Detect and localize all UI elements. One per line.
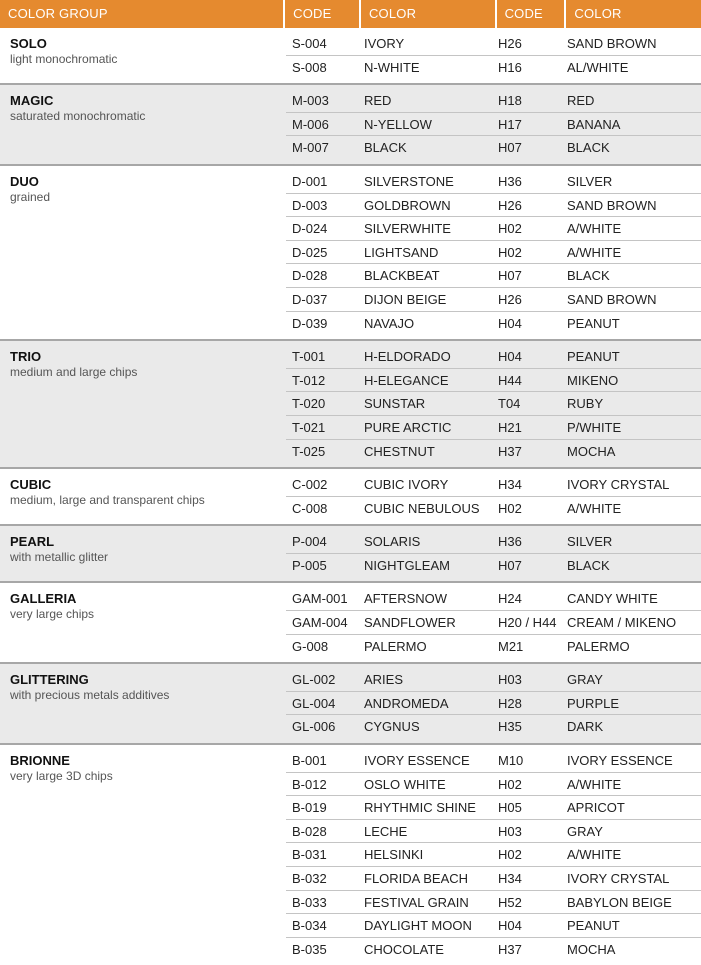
group-description: with metallic glitter	[10, 550, 109, 565]
code-cell: B-012	[292, 776, 327, 792]
color-cell: SILVERSTONE	[364, 173, 454, 189]
color-cell: PALERMO	[364, 638, 427, 654]
code-cell: GL-004	[292, 695, 336, 711]
code-cell-2: H07	[498, 557, 522, 573]
code-cell: P-005	[292, 557, 327, 573]
group-label	[0, 664, 286, 743]
group-title: TRIO	[10, 349, 42, 365]
table-row	[286, 867, 701, 891]
group-title: GALLERIA	[10, 591, 77, 607]
code-cell-2: H34	[498, 871, 522, 886]
color-cell: PURE ARCTIC	[364, 419, 452, 435]
header-code-2: CODE	[497, 0, 565, 28]
code-cell-2: H02	[498, 847, 522, 863]
color-cell: DIJON BEIGE	[364, 291, 447, 307]
header-color-2: COLOR	[566, 0, 701, 28]
color-group-pearl	[0, 526, 701, 583]
code-cell: T-021	[292, 419, 326, 435]
group-rows	[286, 166, 701, 339]
code-cell: S-004	[292, 36, 327, 51]
group-title: SOLO	[10, 36, 47, 51]
color-group-magic	[0, 85, 701, 166]
group-rows	[286, 745, 701, 965]
group-description: medium and large chips	[10, 365, 138, 380]
code-cell-2: H28	[498, 695, 522, 711]
color-cell: N-YELLOW	[364, 116, 432, 132]
color-group-glittering	[0, 664, 701, 745]
code-cell-2: M10	[498, 753, 524, 769]
table-row	[286, 715, 701, 739]
color-cell: ARIES	[364, 672, 404, 688]
code-cell-2: H36	[498, 534, 522, 550]
color-cell: IVORY ESSENCE	[364, 753, 470, 769]
table-row	[286, 241, 701, 265]
table-row	[286, 136, 701, 160]
code-cell: D-037	[292, 291, 328, 307]
group-rows	[286, 664, 701, 743]
color-cell-2: RUBY	[567, 396, 604, 412]
table-row	[286, 440, 701, 464]
color-cell: AFTERSNOW	[364, 591, 448, 607]
group-title: MAGIC	[10, 93, 54, 109]
header-color-group: COLOR GROUP	[0, 0, 283, 28]
color-cell: RHYTHMIC SHINE	[364, 800, 476, 816]
code-cell-2: H21	[498, 419, 522, 435]
color-cell: N-WHITE	[364, 59, 420, 75]
color-cell-2: A/WHITE	[567, 776, 622, 792]
group-title: BRIONNE	[10, 753, 70, 769]
table-row	[286, 312, 701, 336]
header-code: CODE	[285, 0, 359, 28]
table-row	[286, 587, 701, 611]
color-group-trio	[0, 341, 701, 469]
color-group-galleria	[0, 583, 701, 664]
color-cell: SANDFLOWER	[364, 615, 456, 631]
group-label	[0, 28, 286, 83]
color-cell: SOLARIS	[364, 534, 421, 550]
table-row	[286, 345, 701, 369]
code-cell-2: H24	[498, 591, 522, 607]
code-cell: B-019	[292, 800, 327, 816]
code-cell: GL-006	[292, 719, 336, 735]
color-cell-2: IVORY CRYSTAL	[567, 477, 670, 493]
code-cell: B-032	[292, 871, 327, 886]
color-cell-2: SAND BROWN	[567, 291, 657, 307]
code-cell-2: H05	[498, 800, 522, 816]
code-cell: C-002	[292, 477, 328, 493]
table-row	[286, 796, 701, 820]
group-description: light monochromatic	[10, 52, 118, 66]
table-row	[286, 56, 701, 80]
code-cell: B-035	[292, 941, 327, 957]
table-row	[286, 773, 701, 797]
color-cell-2: MOCHA	[567, 443, 616, 459]
code-cell: T-020	[292, 396, 326, 412]
code-cell: GAM-004	[292, 615, 348, 631]
code-cell-2: H35	[498, 719, 522, 735]
table-header	[0, 0, 701, 28]
color-cell: CHOCOLATE	[364, 941, 444, 957]
color-cell-2: BABYLON BEIGE	[567, 894, 672, 910]
group-label	[0, 583, 286, 662]
group-label	[0, 85, 286, 164]
color-cell-2: RED	[567, 93, 595, 109]
code-cell-2: H37	[498, 941, 522, 957]
table-row	[286, 530, 701, 554]
code-cell-2: H02	[498, 500, 522, 516]
color-cell-2: P/WHITE	[567, 419, 622, 435]
color-cell-2: A/WHITE	[567, 847, 622, 863]
code-cell: P-004	[292, 534, 327, 550]
color-cell-2: PEANUT	[567, 349, 620, 365]
color-group-solo	[0, 28, 701, 85]
table-row	[286, 264, 701, 288]
group-title: GLITTERING	[10, 672, 89, 688]
color-cell: CUBIC NEBULOUS	[364, 500, 480, 516]
table-row	[286, 820, 701, 844]
table-row	[286, 914, 701, 938]
color-cell-2: IVORY ESSENCE	[567, 753, 673, 769]
color-cell-2: BLACK	[567, 268, 610, 284]
code-cell: G-008	[292, 638, 329, 654]
color-cell: BLACKBEAT	[364, 268, 440, 284]
color-cell-2: DARK	[567, 719, 604, 735]
group-rows	[286, 85, 701, 164]
color-cell: CHESTNUT	[364, 443, 435, 459]
code-cell: GAM-001	[292, 591, 348, 607]
color-cell-2: SAND BROWN	[567, 197, 657, 213]
group-title: DUO	[10, 173, 39, 189]
table-row	[286, 668, 701, 692]
color-cell-2: CANDY WHITE	[567, 591, 658, 607]
group-description: medium, large and transparent chips	[10, 493, 205, 508]
code-cell: M-006	[292, 116, 329, 132]
group-label	[0, 469, 286, 524]
group-rows	[286, 341, 701, 467]
color-cell-2: SILVER	[567, 173, 613, 189]
color-cell-2: A/WHITE	[567, 500, 622, 516]
color-cell-2: PEANUT	[567, 918, 620, 934]
code-cell: S-008	[292, 59, 327, 75]
color-cell-2: SAND BROWN	[567, 36, 657, 51]
code-cell: D-024	[292, 221, 328, 237]
code-cell-2: H26	[498, 291, 522, 307]
table-row	[286, 554, 701, 578]
code-cell-2: H52	[498, 894, 522, 910]
table-row	[286, 416, 701, 440]
color-cell: SUNSTAR	[364, 396, 426, 412]
table-row	[286, 611, 701, 635]
code-cell: D-003	[292, 197, 328, 213]
code-cell-2: H26	[498, 36, 522, 51]
code-cell-2: H07	[498, 268, 522, 284]
group-description: very large chips	[10, 607, 95, 622]
table-row	[286, 891, 701, 915]
code-cell-2: H02	[498, 776, 522, 792]
code-cell-2: H20 / H44	[498, 615, 557, 631]
color-cell: FLORIDA BEACH	[364, 871, 469, 886]
table-row	[286, 89, 701, 113]
color-cell: DAYLIGHT MOON	[364, 918, 472, 934]
table-row	[286, 194, 701, 218]
color-cell-2: APRICOT	[567, 800, 625, 816]
code-cell-2: H36	[498, 173, 522, 189]
color-cell-2: GRAY	[567, 672, 603, 688]
table-row	[286, 113, 701, 137]
color-cell: HELSINKI	[364, 847, 424, 863]
code-cell-2: H02	[498, 221, 522, 237]
color-cell-2: GRAY	[567, 823, 603, 839]
color-cell: CYGNUS	[364, 719, 420, 735]
code-cell: D-025	[292, 244, 328, 260]
code-cell-2: T04	[498, 396, 521, 412]
group-label	[0, 526, 286, 581]
group-label	[0, 745, 286, 965]
code-cell: B-028	[292, 823, 327, 839]
color-cell: IVORY	[364, 36, 405, 51]
group-label	[0, 166, 286, 339]
code-cell: B-033	[292, 894, 327, 910]
code-cell-2: H04	[498, 349, 522, 365]
table-row	[286, 170, 701, 194]
color-cell: OSLO WHITE	[364, 776, 446, 792]
code-cell: T-001	[292, 349, 326, 365]
group-description: grained	[10, 189, 51, 204]
color-cell: NIGHTGLEAM	[364, 557, 450, 573]
code-cell: M-007	[292, 140, 329, 156]
code-cell: B-031	[292, 847, 327, 863]
color-cell-2: A/WHITE	[567, 244, 622, 260]
code-cell-2: M21	[498, 638, 524, 654]
color-cell-2: IVORY CRYSTAL	[567, 871, 670, 886]
color-cell: SILVERWHITE	[364, 221, 451, 237]
group-label	[0, 341, 286, 467]
color-cell: FESTIVAL GRAIN	[364, 894, 469, 910]
color-cell: LECHE	[364, 823, 408, 839]
color-cell: LIGHTSAND	[364, 244, 439, 260]
group-description: saturated monochromatic	[10, 109, 146, 124]
color-cell-2: BLACK	[567, 557, 610, 573]
header-color: COLOR	[361, 0, 495, 28]
code-cell-2: H03	[498, 672, 522, 688]
code-cell-2: H17	[498, 116, 522, 132]
color-cell: NAVAJO	[364, 315, 415, 331]
color-cell-2: MOCHA	[567, 941, 616, 957]
code-cell-2: H44	[498, 372, 522, 388]
color-cell-2: BANANA	[567, 116, 621, 132]
code-cell-2: H26	[498, 197, 522, 213]
color-cell-2: PURPLE	[567, 695, 620, 711]
group-title: CUBIC	[10, 477, 52, 493]
group-rows	[286, 28, 701, 83]
table-row	[286, 843, 701, 867]
group-title: PEARL	[10, 534, 55, 550]
code-cell-2: H07	[498, 140, 522, 156]
table-row	[286, 392, 701, 416]
table-row	[286, 497, 701, 521]
table-row	[286, 749, 701, 773]
code-cell: T-012	[292, 372, 326, 388]
table-row	[286, 473, 701, 497]
group-rows	[286, 469, 701, 524]
color-cell-2: BLACK	[567, 140, 610, 156]
code-cell: B-001	[292, 753, 327, 769]
table-row	[286, 635, 701, 659]
color-cell-2: PEANUT	[567, 315, 620, 331]
color-cell-2: CREAM / MIKENO	[567, 615, 677, 631]
code-cell-2: H18	[498, 93, 522, 109]
color-cell: H-ELEGANCE	[364, 372, 449, 388]
group-description: very large 3D chips	[10, 769, 113, 784]
code-cell-2: H34	[498, 477, 522, 493]
group-description: with precious metals additives	[10, 688, 170, 703]
code-cell: M-003	[292, 93, 329, 109]
code-cell: D-001	[292, 173, 328, 189]
table-body	[0, 28, 701, 965]
color-cell: H-ELDORADO	[364, 349, 451, 365]
color-cell: RED	[364, 93, 392, 109]
color-group-duo	[0, 166, 701, 341]
table-row	[286, 217, 701, 241]
color-cell-2: SILVER	[567, 534, 613, 550]
code-cell: B-034	[292, 918, 327, 934]
color-group-brionne	[0, 745, 701, 965]
color-cell-2: PALERMO	[567, 638, 630, 654]
code-cell: D-039	[292, 315, 328, 331]
table-row	[286, 369, 701, 393]
code-cell: T-025	[292, 443, 326, 459]
code-cell-2: H37	[498, 443, 522, 459]
code-cell-2: H16	[498, 59, 522, 75]
code-cell-2: H04	[498, 918, 522, 934]
color-cell-2: A/WHITE	[567, 221, 622, 237]
color-cell: CUBIC IVORY	[364, 477, 449, 493]
code-cell: D-028	[292, 268, 328, 284]
color-cell-2: MIKENO	[567, 372, 619, 388]
color-cell: GOLDBROWN	[364, 197, 451, 213]
code-cell: C-008	[292, 500, 328, 516]
table-row	[286, 692, 701, 716]
group-rows	[286, 526, 701, 581]
color-cell-2: AL/WHITE	[567, 59, 629, 75]
code-cell: GL-002	[292, 672, 336, 688]
table-row	[286, 32, 701, 56]
color-cell: ANDROMEDA	[364, 695, 449, 711]
code-cell-2: H03	[498, 823, 522, 839]
group-rows	[286, 583, 701, 662]
color-cell: BLACK	[364, 140, 407, 156]
color-group-cubic	[0, 469, 701, 526]
table-row	[286, 288, 701, 312]
code-cell-2: H04	[498, 315, 522, 331]
code-cell-2: H02	[498, 244, 522, 260]
